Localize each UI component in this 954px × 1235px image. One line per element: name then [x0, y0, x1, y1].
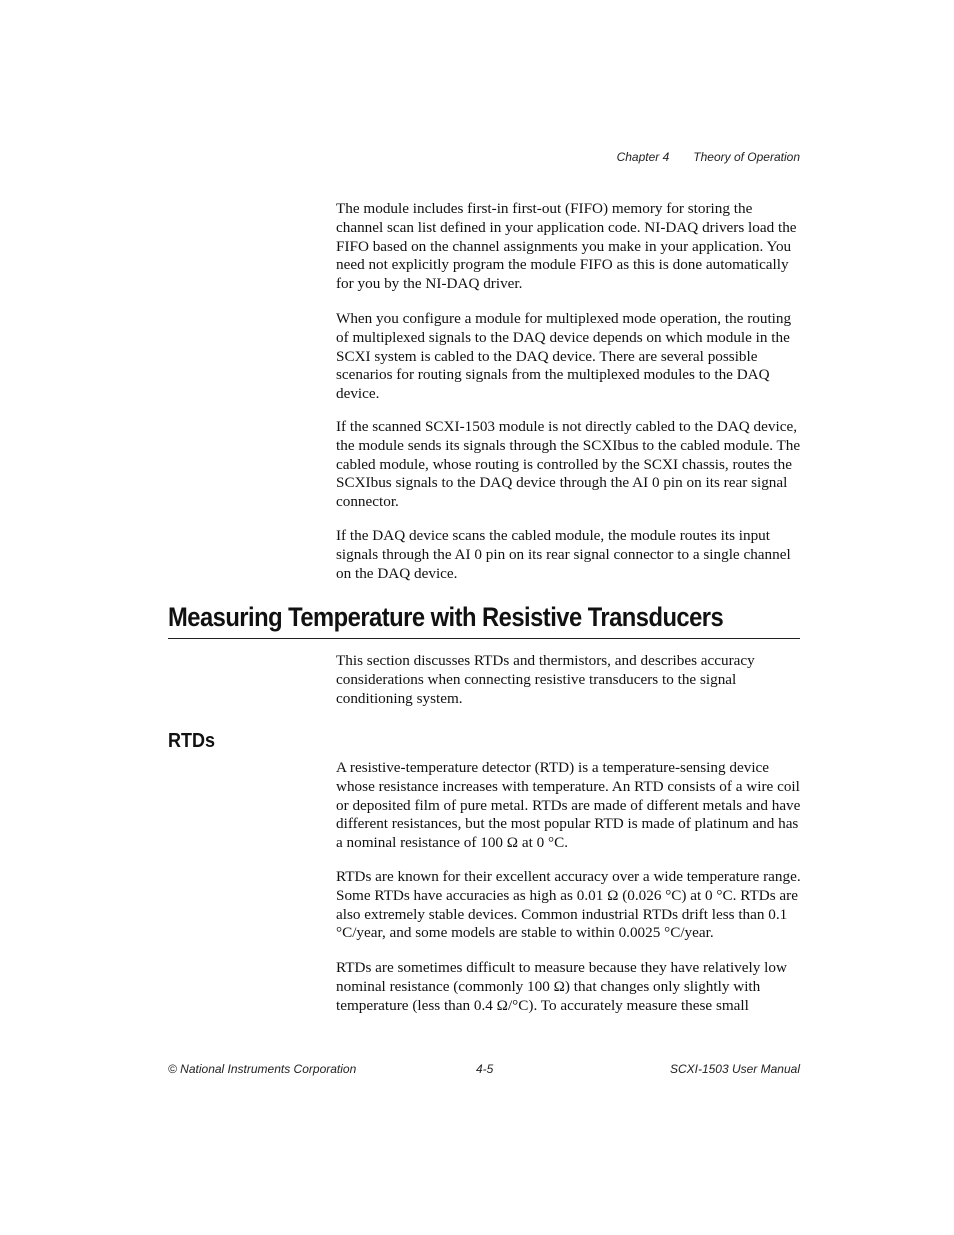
section-title: Measuring Temperature with Resistive Transducers [168, 602, 724, 632]
intro-paragraph-3: If the scanned SCXI-1503 module is not directly cabled to the DAQ device, the module sends its signals through the SCXIbus to the cabled module. The cabled module, whose routing is controlled by the SCXI chassis, routes the SCXIbus signals to the DAQ device through the AI 0 pin on its rear signal connector. [336, 418, 801, 511]
subsection-title: RTDs [168, 730, 216, 752]
rtd-paragraph-2: RTDs are known for their excellent accuracy over a wide temperature range. Some RTDs have accuracies as high as 0.01 Ω (0.026 °C) at 0 °C. RTDs are also extremely stable devices. Common industrial RTDs drift less than 0.1 °C/year, and some models are stable to within 0.0025 °C/year. [336, 868, 801, 942]
intro-paragraph-1: The module includes first-in first-out (FIFO) memory for storing the channel scan list defined in your application code. NI-DAQ drivers load the FIFO based on the channel assignments you make in your application. You need not explicitly program the module FIFO as this is done automatically for you by the NI-DAQ driver. [336, 200, 797, 293]
header-chapter: Chapter 4 [616, 150, 670, 164]
section-divider [168, 638, 800, 639]
section-intro-paragraph: This section discusses RTDs and thermistors, and describes accuracy considerations when connecting resistive transducers to the signal conditioning system. [336, 652, 755, 707]
running-header [617, 150, 800, 164]
footer-copyright: © National Instruments Corporation [168, 1062, 357, 1076]
intro-paragraph-2: When you configure a module for multiplexed mode operation, the routing of multiplexed signals to the DAQ device depends on which module in the SCXI system is cabled to the DAQ device. There are several possible scenarios for routing signals from the multiplexed modules to the DAQ device. [336, 310, 792, 403]
rtd-paragraph-3: RTDs are sometimes difficult to measure because they have relatively low nominal resistance (commonly 100 Ω) that changes only slightly with temperature (less than 0.4 Ω/°C). To accurately measure these small [336, 959, 787, 1014]
rtd-paragraph-1: A resistive-temperature detector (RTD) is a temperature-sensing device whose resistance increases with temperature. An RTD consists of a wire coil or deposited film of pure metal. RTDs are made of different metals and have different resistances, but the most popular RTD is made of platinum and has a nominal resistance of 100 Ω at 0 °C. [336, 759, 801, 852]
header-section: Theory of Operation [693, 150, 800, 164]
footer-manual-title: SCXI-1503 User Manual [669, 1062, 800, 1076]
footer-page-number: 4-5 [476, 1062, 494, 1076]
intro-paragraph-4: If the DAQ device scans the cabled module, the module routes its input signals through the AI 0 pin on its rear signal connector to a single channel on the DAQ device. [336, 527, 791, 582]
